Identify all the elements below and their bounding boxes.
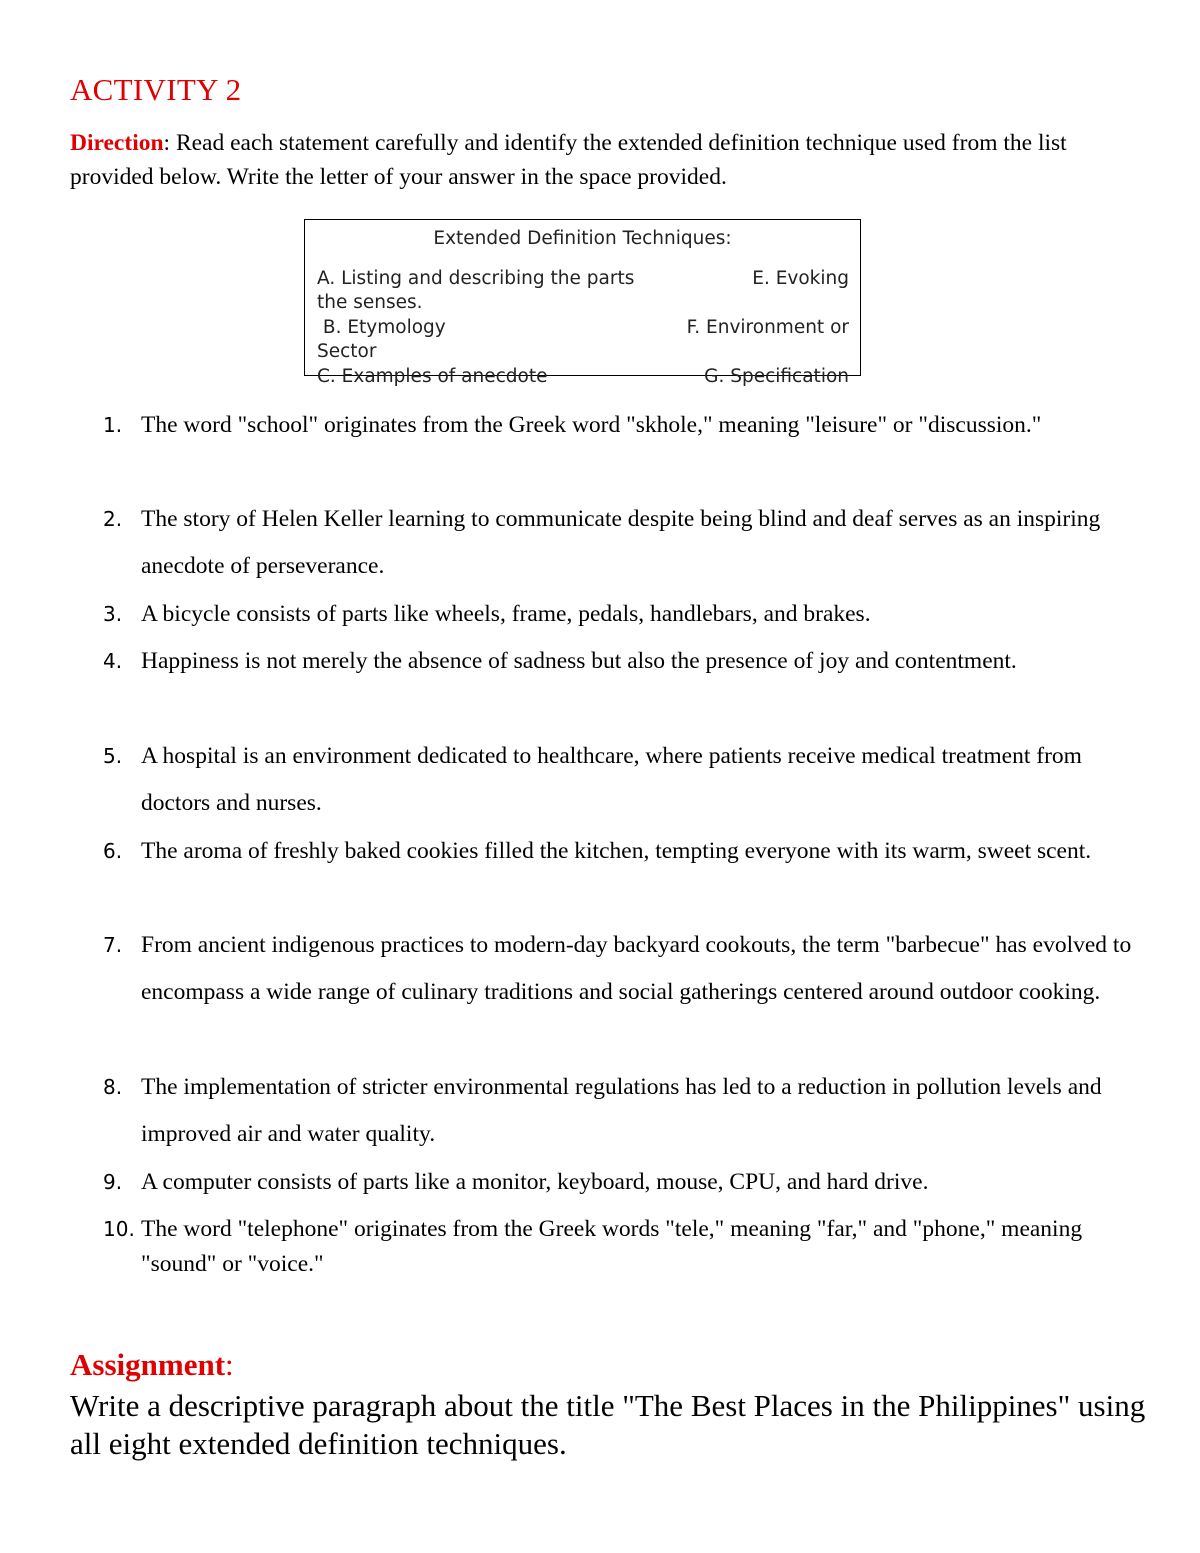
technique-b: B. Etymology: [317, 317, 446, 338]
techniques-box: [304, 219, 861, 387]
technique-g: G. Specification: [704, 366, 849, 387]
technique-f-continued: Sector: [317, 341, 377, 362]
activity-title: ACTIVITY 2: [70, 72, 242, 107]
technique-c: C. Examples of anecdote: [317, 366, 548, 387]
item-number: 5.: [103, 744, 123, 768]
item-number: 6.: [103, 839, 123, 863]
technique-f: F. Environment or: [686, 317, 849, 338]
item-text: The story of Helen Keller learning to communicate despite being blind and deaf serves as an inspiring anecdote of perseverance.: [141, 506, 1101, 579]
item-text: The implementation of stricter environmental regulations has led to a reduction in pollution levels and improved air and water quality.: [141, 1074, 1102, 1147]
item-text: A hospital is an environment dedicated to healthcare, where patients receive medical treatment from doctors and nurses.: [141, 743, 1082, 816]
assignment-label: [70, 1346, 234, 1384]
item-text: The word "telephone" originates from the Greek words "tele," meaning "far," and "phone," meaning "sound" or "voice.": [141, 1216, 1083, 1277]
techniques-box-title: Extended Definition Techniques:: [433, 228, 732, 249]
item-number: 2.: [103, 507, 123, 531]
direction-paragraph: [70, 126, 1130, 194]
item-text: The word "school" originates from the Greek word "skhole," meaning "leisure" or "discussion.": [141, 412, 1042, 438]
technique-e: E. Evoking: [752, 268, 849, 289]
technique-a: A. Listing and describing the parts: [317, 268, 635, 289]
item-text: The aroma of freshly baked cookies filled the kitchen, tempting everyone with its warm, sweet scent.: [141, 838, 1092, 864]
item-text: A bicycle consists of parts like wheels, frame, pedals, handlebars, and brakes.: [141, 601, 871, 627]
direction-label: Direction: [70, 130, 164, 156]
item-number: 4.: [103, 649, 123, 673]
item-number: 10.: [103, 1217, 135, 1241]
item-number: 3.: [103, 602, 123, 626]
assignment-colon: :: [225, 1347, 234, 1382]
assignment-label-text: Assignment: [70, 1347, 226, 1382]
item-number: 7.: [103, 933, 123, 957]
item-text: A computer consists of parts like a monitor, keyboard, mouse, CPU, and hard drive.: [141, 1169, 929, 1195]
item-number: 1.: [103, 413, 123, 437]
item-number: 9.: [103, 1170, 123, 1194]
direction-text: : Read each statement carefully and identify the extended definition technique used from the list provided below. Write the letter of your answer in the space provided.: [70, 130, 1067, 190]
item-number: 8.: [103, 1075, 123, 1099]
technique-e-continued: the senses.: [317, 292, 423, 313]
assignment-text: Write a descriptive paragraph about the title "The Best Places in the Philippines" using all eight extended definition techniques.: [70, 1388, 1146, 1461]
item-text: From ancient indigenous practices to modern-day backyard cookouts, the term "barbecue" has evolved to encompass a wide range of culinary traditions and social gatherings centered around outdoor cooking.: [141, 932, 1132, 1005]
item-text: Happiness is not merely the absence of sadness but also the presence of joy and contentment.: [141, 648, 1017, 674]
